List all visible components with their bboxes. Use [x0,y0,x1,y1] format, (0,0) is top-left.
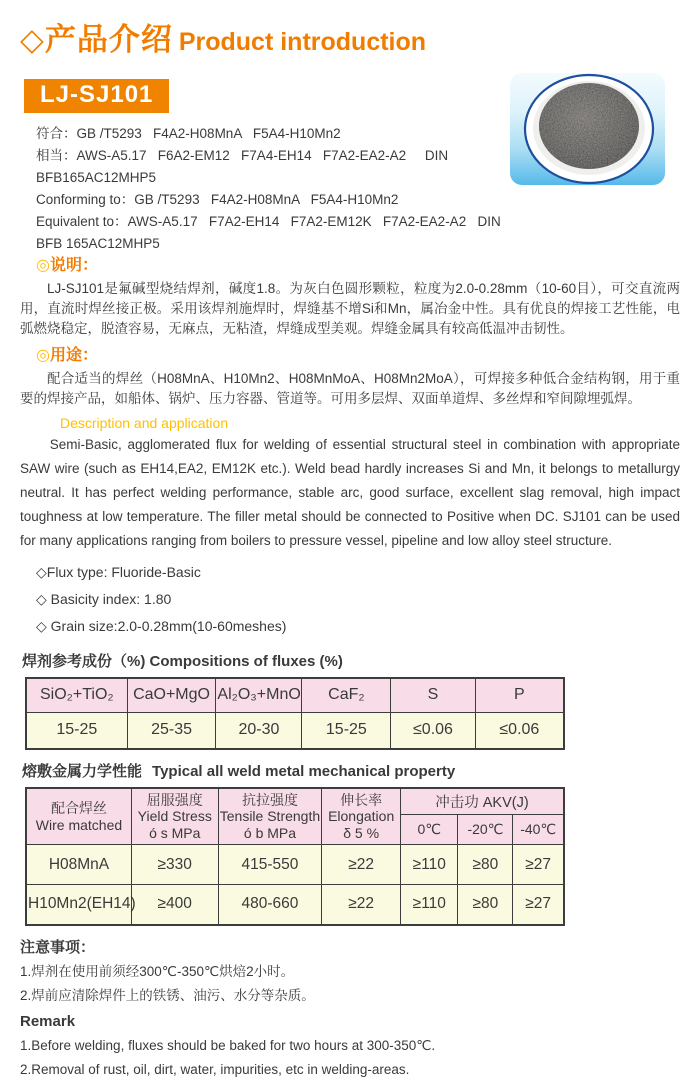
spec-label: 相当： [36,148,77,163]
cell-akv-40: ≥27 [513,845,564,885]
col-header: CaF₂ [302,678,391,712]
cell: 15-25 [26,712,127,749]
section-usage-zh-heading [36,345,680,367]
mechanical-property-table [25,787,565,926]
desc-en-heading: Description and application [60,415,229,431]
col-header-yield [131,788,218,845]
header-line: 抗拉强度 [241,791,298,808]
header-line: 配合焊丝 [50,800,107,816]
col-header-temp-40: -40℃ [513,815,564,845]
bullseye-icon: ◎ [36,257,50,274]
flux-properties [20,559,680,640]
cell-wire: H10Mn2(EH14) [26,885,131,925]
col-header: Al₂O₃+MnO [216,678,302,712]
spec-line-equiv-en [36,211,505,255]
composition-header-row [26,678,564,712]
flux-powder-plate-image [510,73,665,185]
remark-item: 1.Before welding, fluxes should be baked for two hours at 300-350℃. [20,1037,436,1053]
spec-label: 符合： [36,126,77,141]
cell: 20-30 [216,712,302,749]
cell-tensile: 480-660 [218,885,322,925]
cell-elongation: ≥22 [322,845,401,885]
col-header-elongation [322,788,401,845]
cell-yield: ≥400 [131,885,218,925]
flux-powder-photo [510,73,665,185]
basicity-index-line: ◇ Basicity index: 1.80 [36,591,172,607]
bullseye-icon: ◎ [36,347,50,364]
cell-yield: ≥330 [131,845,218,885]
header-line: Elongation [328,808,395,825]
header-line: Wire matched [35,816,123,833]
cell: 25-35 [127,712,216,749]
col-header: P [475,678,564,712]
composition-value-row [26,712,564,749]
col-header: CaO+MgO [127,678,216,712]
spec-lines [36,123,505,255]
spec-value: AWS-A5.17 F7A2-EH14 F7A2-EM12K F7A2-EA2-A2 DIN BFB 165AC12MHP5 [36,214,505,251]
section-desc-zh-heading [36,255,680,277]
header-line: 伸长率 [340,791,383,808]
mechanical-header-row-1 [26,788,564,815]
spec-value: GB /T5293 F4A2-H08MnA F5A4-H10Mn2 [76,126,341,141]
spec-value: AWS-A5.17 F6A2-EM12 F7A4-EH14 F7A2-EA2-A2 DIN BFB165AC12MHP5 [36,148,452,185]
header-line: ó b MPa [243,824,297,841]
spec-label: Conforming to： [36,192,135,207]
cell-wire: H08MnA [26,845,131,885]
mechanical-table-title [22,760,680,781]
cell: ≤0.06 [391,712,475,749]
usage-zh-paragraph: 配合适当的焊丝（H08MnA、H10Mn2、H08MnMoA、H08Mn2MoA），可焊接多种低合金结构钢，用于重要的焊接产品，如船体、锅炉、压力容器、管道等。可用多层焊、双面单道焊、多丝焊和窄间隙埋弧焊。 [20,371,680,406]
remark-heading: Remark [20,1012,76,1030]
cell: 15-25 [302,712,391,749]
note-zh-item: 1.焊剂在使用前须经300℃-350℃烘焙2小时。 [20,963,295,979]
mechanical-data-row [26,845,564,885]
spec-label: Equivalent to： [36,214,128,229]
spec-line-equiv-zh [36,145,502,189]
cell-tensile: 415-550 [218,845,322,885]
cell-akv-0: ≥110 [400,885,458,925]
cell-akv-0: ≥110 [400,845,458,885]
spec-value: GB /T5293 F4A2-H08MnA F5A4-H10Mn2 [134,192,399,207]
col-header-impact: 冲击功 AKV(J) [400,788,564,815]
note-zh-item: 2.焊前应清除焊件上的铁锈、油污、水分等杂质。 [20,987,315,1003]
header-line: δ 5 % [343,824,380,841]
spec-block [20,73,505,255]
spec-line-conform-en [36,189,502,211]
col-header-wire [26,788,131,845]
top-section [20,73,680,255]
col-header: SiO₂+TiO₂ [26,678,127,712]
section-title: 说明： [49,257,98,274]
mechanical-data-row [26,885,564,925]
header-line: Tensile Strength [219,808,321,825]
col-header-tensile [218,788,322,845]
flux-type-line: ◇Flux type: Fluoride-Basic [36,564,201,580]
col-header-temp-20: -20℃ [458,815,513,845]
cell-akv-40: ≥27 [513,885,564,925]
remark-item: 2.Removal of rust, oil, dirt, water, impurities, etc in welding-areas. [20,1061,410,1077]
desc-en-paragraph: Semi-Basic, agglomerated flux for welding of essential structural steel in combination with appropriate SAW wire (such as EH14,EA2, EM12K etc.). Weld bead hardly increases Si and Mn, it belongs to metallurgy neutral. It has perfect welding performance, stable arc, good surface, excellent slag removal, high impact toughness at low temperature. The filler metal should be connected to Positive when DC. SJ101 can be used for many applications ranging from boilers to pressure vessel, pipeline and low alloy steel structure. [20,437,680,548]
cell: ≤0.06 [475,712,564,749]
section-title: 用途： [49,347,98,364]
cell-elongation: ≥22 [322,885,401,925]
page-title [20,14,680,59]
col-header: S [391,678,475,712]
cell-akv-20: ≥80 [458,845,513,885]
header-line: Yield Stress [137,808,212,825]
product-code-badge: LJ-SJ101 [24,79,169,113]
desc-zh-paragraph: LJ-SJ101是氟碱型烧结焊剂，碱度1.8。为灰白色圆形颗粒，粒度为2.0-0.28mm（10-60目），可交直流两用，直流时焊丝接正极。采用该焊剂施焊时，焊缝基不增Si和Mn，属冶金中性。具有优良的焊接工艺性能，电弧燃烧稳定，脱渣容易，无麻点，无粘渣，焊缝成型美观。焊缝金属具有较高低温冲击韧性。 [20,281,680,336]
col-header-temp-0: 0℃ [400,815,458,845]
header-line: ó s MPa [149,824,201,841]
page-title-en: Product introduction [178,28,427,56]
page-title-zh: ◇产品介绍 [20,22,173,57]
grain-size-line: ◇ Grain size:2.0-0.28mm(10-60meshes) [36,618,287,634]
composition-table-title: 焊剂参考成份（%) Compositions of fluxes (%) [22,653,343,670]
composition-table [25,677,565,750]
mechanical-table-title-en: Typical all weld metal mechanical property [152,763,456,780]
cell-akv-20: ≥80 [458,885,513,925]
notes-zh-heading: 注意事项： [20,938,96,956]
mechanical-table-title-zh: 熔敷金属力学性能 [22,763,143,780]
header-line: 屈服强度 [146,791,203,808]
spec-line-conform-zh [36,123,502,145]
